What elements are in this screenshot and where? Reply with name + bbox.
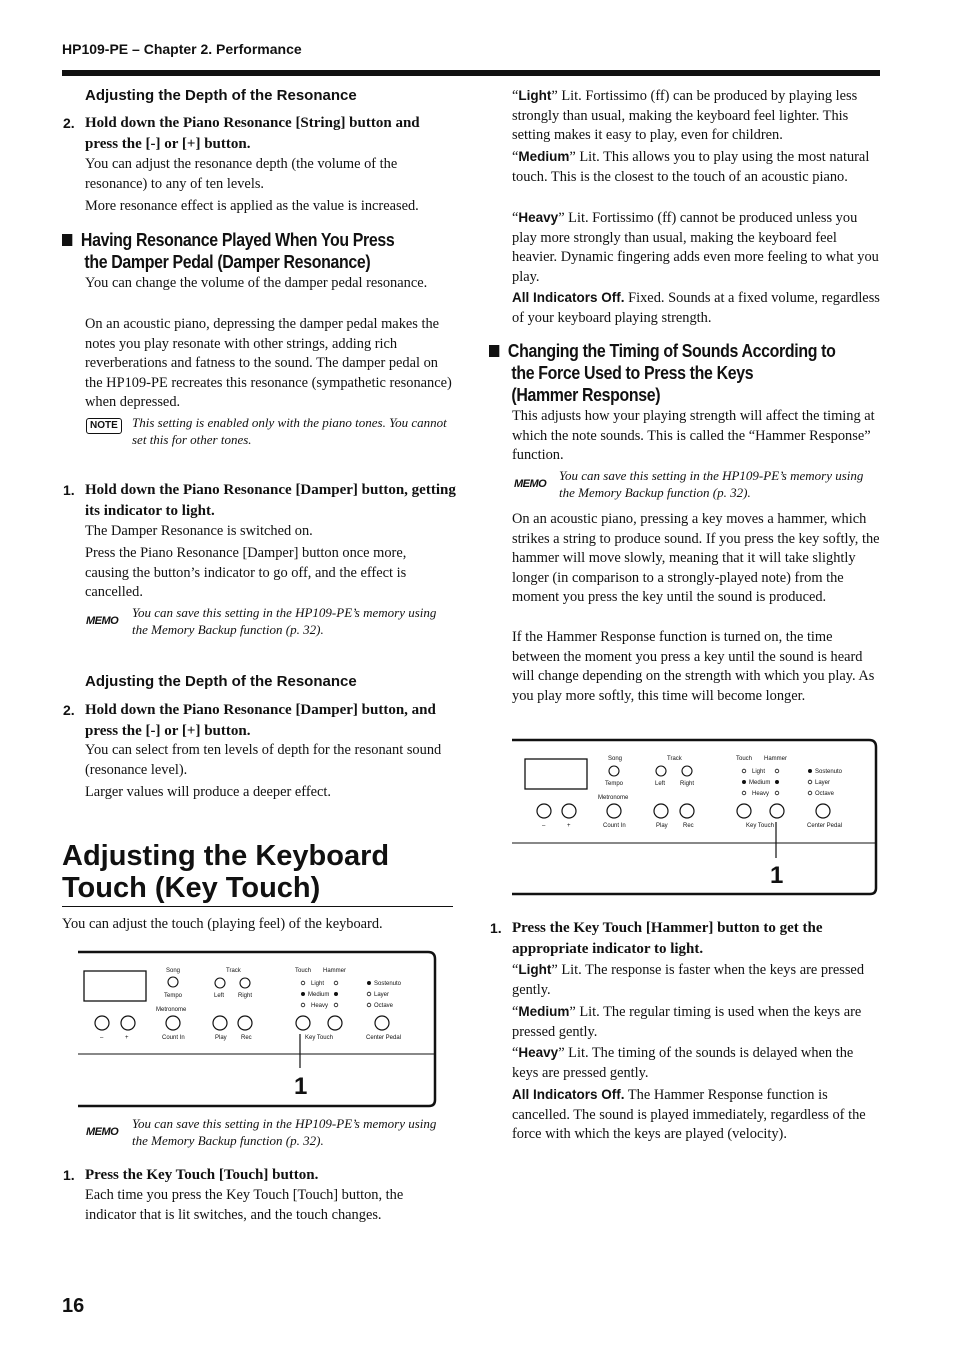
header-rule (62, 70, 880, 76)
note-tag-icon: NOTE (86, 418, 122, 434)
heavy-label: Heavy (752, 791, 770, 797)
paragraph: On an acoustic piano, pressing a key moves a hammer, which strikes a string to produce sound. If you press the key softly, the hammer will move slowly, meaning that it will take slightly longer (in comparison to a strongly-played note) from the moment you press the key until the sound is produced. (512, 511, 880, 605)
song-button-icon (609, 766, 619, 776)
display-screen (84, 971, 146, 1001)
tempo-label: Tempo (164, 993, 183, 999)
section-heading-damper-resonance: Having Resonance Played When You Press the Damper Pedal (Damper Resonance) (62, 229, 394, 273)
minus-label: – (542, 823, 546, 829)
play-label: Play (215, 1035, 227, 1041)
memo-text: You can save this setting in the HP109-PE’s memory using the Memory Backup function (p. 32). (132, 1116, 437, 1148)
left-track-button-icon (215, 978, 225, 988)
memo-tag-icon: MEMO (86, 615, 119, 627)
minus-button-icon (537, 804, 551, 818)
paragraph: If the Hammer Response function is turned on, the time between the moment you press a key until the sound is heard will change depending on the strength with which you play. As you play more softly, this time will become longer. (512, 629, 875, 704)
plus-button-icon (562, 804, 576, 818)
left-label: Left (214, 993, 225, 999)
rec-label: Rec (241, 1035, 252, 1041)
section-heading-hammer-response: Changing the Timing of Sounds According to the Force Used to Press the Keys (Hammer Response) (489, 340, 836, 406)
step-text: Hold down the Piano Resonance [String] button and press the [-] or [+] button. (85, 115, 420, 152)
memo-tag-icon: MEMO (86, 1126, 119, 1138)
paragraph-off: All Indicators Off. Fixed. Sounds at a fixed volume, regardless of your keyboard playing strength. (512, 290, 880, 326)
octave-label: Octave (374, 1003, 394, 1009)
layer-label: Layer (815, 780, 831, 786)
center-pedal-button-icon (816, 804, 830, 818)
page-number: 16 (62, 1295, 85, 1317)
note-text: This setting is enabled only with the piano tones. You cannot set this for other tones. (132, 415, 447, 447)
subheading-resonance-depth: Adjusting the Depth of the Resonance (85, 87, 357, 104)
plus-button-icon (121, 1016, 135, 1030)
metronome-label: Metronome (156, 1007, 187, 1013)
subheading-resonance-depth: Adjusting the Depth of the Resonance (85, 673, 357, 690)
paragraph-hammer-medium: “Medium” Lit. The regular timing is used when the keys are pressed gently. (512, 1004, 862, 1040)
heavy-label: Heavy (311, 1003, 329, 1009)
plus-label: + (125, 1035, 129, 1041)
paragraph: You can adjust the touch (playing feel) of the keyboard. (62, 916, 383, 932)
paragraph: More resonance effect is applied as the value is increased. (85, 198, 419, 214)
title-rule (62, 906, 453, 907)
medium-label: Medium (308, 992, 330, 998)
hammer-label: Hammer (764, 756, 788, 762)
metronome-button-icon (166, 1016, 180, 1030)
display-screen (525, 759, 587, 789)
step-1-hammer (490, 918, 882, 959)
medium-label: Medium (749, 780, 771, 786)
touch-label: Touch (736, 756, 753, 762)
paragraph: Larger values will produce a deeper effect. (85, 784, 331, 800)
rec-label: Rec (683, 823, 694, 829)
tempo-label: Tempo (605, 781, 624, 787)
center-pedal-label: Center Pedal (366, 1035, 402, 1041)
paragraph-heavy: “Heavy” Lit. Fortissimo (ff) cannot be produced unless you play more strongly than usual, making the keyboard feel heavier. Dynamic fingering adds even more feeling to what you play. (512, 210, 879, 285)
callout-number: 1 (294, 1073, 308, 1100)
metronome-button-icon (607, 804, 621, 818)
hammer-button-icon (770, 804, 784, 818)
step-number: 2. (63, 702, 75, 718)
center-pedal-label: Center Pedal (807, 823, 843, 829)
step-2-damper (63, 700, 457, 741)
song-label: Song (608, 756, 623, 762)
plus-label: + (567, 823, 571, 829)
step-text: Press the Key Touch [Touch] button. (85, 1167, 319, 1183)
play-label: Play (656, 823, 668, 829)
minus-button-icon (95, 1016, 109, 1030)
step-number: 1. (63, 1167, 75, 1183)
song-label: Song (166, 968, 181, 974)
paragraph: You can change the volume of the damper pedal resonance. (85, 275, 428, 291)
control-panel-diagram-hammer (512, 738, 878, 896)
touch-label: Touch (295, 968, 312, 974)
paragraph: This adjusts how your playing strength will affect the timing at which the note sounds. This is called the “Hammer Response” function. (512, 408, 875, 463)
key-touch-label: Key Touch (746, 823, 774, 829)
paragraph: You can select from ten levels of depth for the resonant sound (resonance level). (85, 742, 442, 778)
paragraph-hammer-light: “Light” Lit. The response is faster when the keys are pressed gently. (512, 962, 865, 998)
memo-text: You can save this setting in the HP109-PE’s memory using the Memory Backup function (p. 32). (132, 605, 437, 637)
play-button-icon (654, 804, 668, 818)
paragraph-light: “Light” Lit. Fortissimo (ff) can be produced by playing less strongly than usual, making the keyboard feel lighter. This setting makes it easy to play, even for children. (512, 88, 858, 143)
square-bullet-icon (489, 345, 499, 357)
step-text: Hold down the Piano Resonance [Damper] button, and press the [-] or [+] button. (85, 702, 436, 739)
key-touch-label: Key Touch (305, 1035, 333, 1041)
square-bullet-icon (62, 234, 72, 246)
step-2-string (63, 113, 455, 154)
octave-label: Octave (815, 791, 835, 797)
memo-tag-icon: MEMO (514, 478, 547, 490)
step-1-touch (63, 1165, 457, 1186)
play-button-icon (213, 1016, 227, 1030)
track-label: Track (667, 756, 682, 762)
right-track-button-icon (682, 766, 692, 776)
touch-button-icon (296, 1016, 310, 1030)
count-in-label: Count In (162, 1035, 185, 1041)
left-track-button-icon (656, 766, 666, 776)
step-number: 2. (63, 115, 75, 131)
paragraph: Each time you press the Key Touch [Touch] button, the indicator that is lit switches, and the touch changes. (85, 1187, 404, 1223)
rec-button-icon (680, 804, 694, 818)
touch-button-icon (737, 804, 751, 818)
song-button-icon (168, 977, 178, 987)
hammer-button-icon (328, 1016, 342, 1030)
right-label: Right (680, 781, 695, 787)
center-pedal-button-icon (375, 1016, 389, 1030)
step-text: Hold down the Piano Resonance [Damper] button, getting its indicator to light. (85, 482, 456, 519)
step-text: Press the Key Touch [Hammer] button to get the appropriate indicator to light. (512, 920, 823, 957)
minus-label: – (100, 1035, 104, 1041)
sostenuto-label: Sostenuto (374, 981, 402, 987)
step-1-damper (63, 480, 457, 521)
rec-button-icon (238, 1016, 252, 1030)
control-panel-diagram-touch (78, 950, 438, 1108)
sostenuto-label: Sostenuto (815, 769, 843, 775)
paragraph: On an acoustic piano, depressing the damper pedal makes the notes you play resonate with other strings, adding rich reverberations and fatness to the sound. The damper pedal on the HP109-PE recreates this resonance (sympathetic resonance) when depressed. (85, 316, 452, 410)
paragraph-hammer-heavy: “Heavy” Lit. The timing of the sounds is delayed when the keys are pressed gently. (512, 1045, 854, 1081)
left-label: Left (655, 781, 666, 787)
right-label: Right (238, 993, 253, 999)
hammer-label: Hammer (323, 968, 347, 974)
right-track-button-icon (240, 978, 250, 988)
memo-text: You can save this setting in the HP109-PE’s memory using the Memory Backup function (p. 32). (559, 468, 864, 500)
step-number: 1. (63, 482, 75, 498)
count-in-label: Count In (603, 823, 626, 829)
paragraph: Press the Piano Resonance [Damper] button once more, causing the button’s indicator to go off, and the effect is cancelled. (85, 545, 407, 600)
light-label: Light (311, 981, 325, 987)
callout-number: 1 (770, 862, 784, 889)
paragraph-hammer-off: All Indicators Off. The Hammer Response function is cancelled. The sound is played immediately, regardless of the force with which the keys are played (velocity). (512, 1087, 866, 1142)
metronome-label: Metronome (598, 795, 629, 801)
track-label: Track (226, 968, 241, 974)
paragraph: You can adjust the resonance depth (the volume of the resonance) to any of ten levels. (85, 156, 398, 192)
running-header: HP109-PE – Chapter 2. Performance (62, 41, 302, 57)
light-label: Light (752, 769, 766, 775)
step-number: 1. (490, 920, 502, 936)
page-title: Adjusting the Keyboard Touch (Key Touch) (62, 840, 390, 904)
layer-label: Layer (374, 992, 390, 998)
paragraph-medium: “Medium” Lit. This allows you to play using the most natural touch. This is the closest to the touch of an acoustic piano. (512, 149, 870, 185)
paragraph: The Damper Resonance is switched on. (85, 523, 313, 539)
